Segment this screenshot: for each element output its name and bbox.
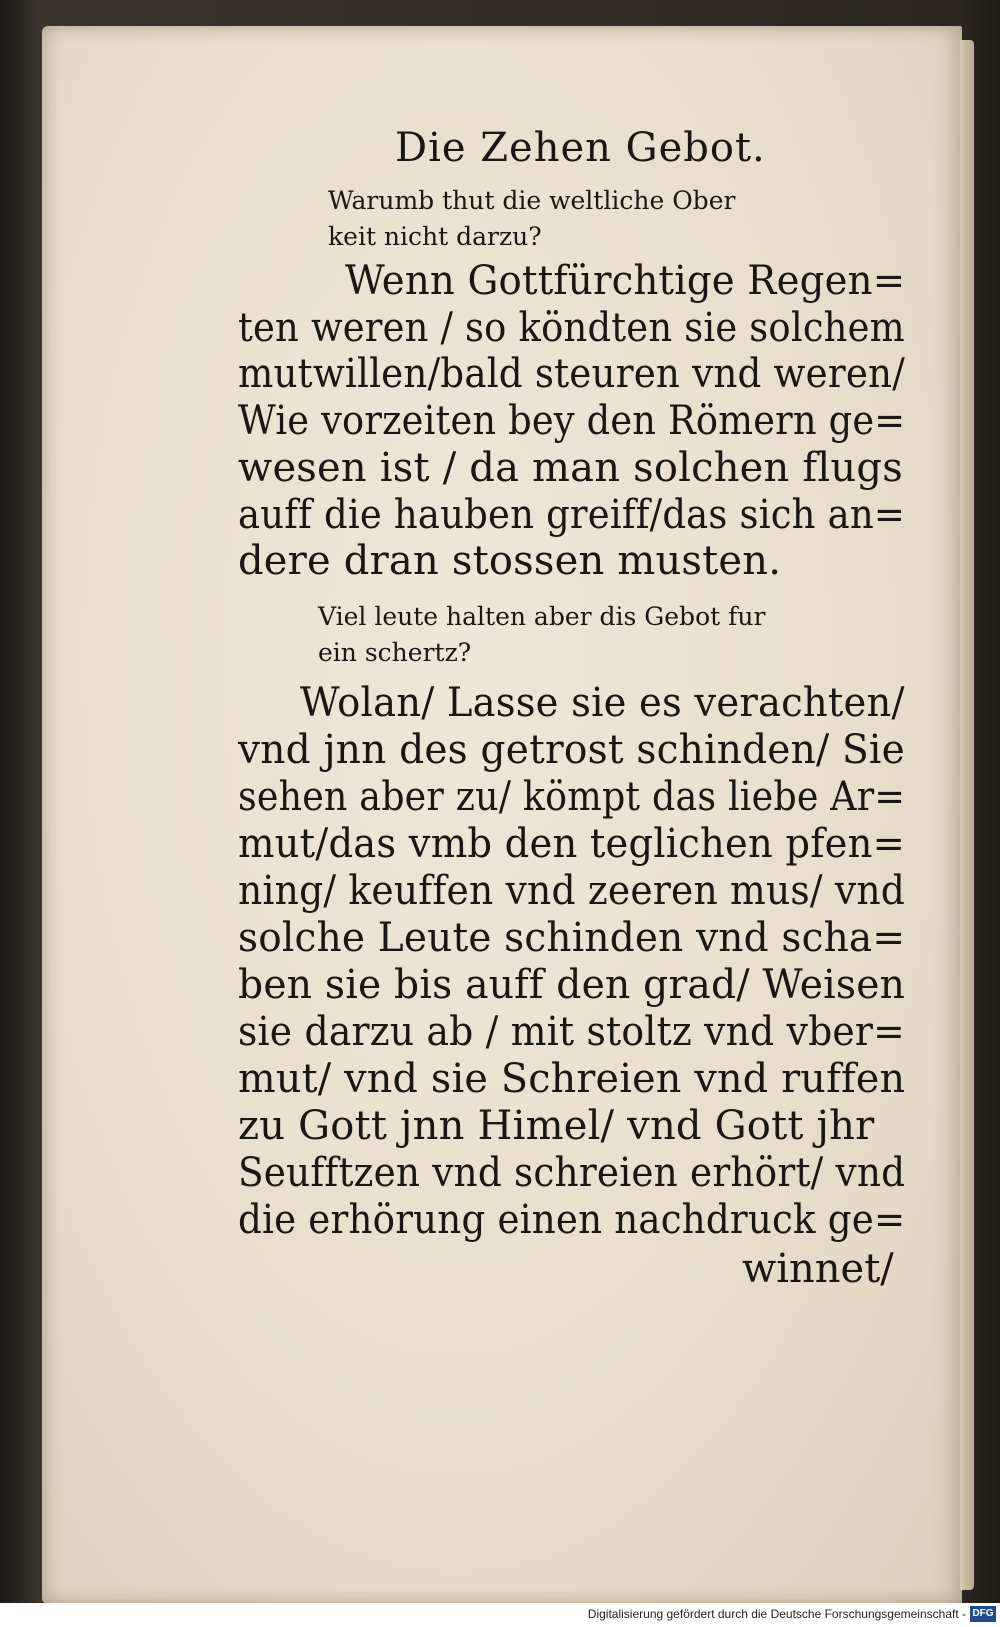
footer-credit: Digitalisierung gefördert durch die Deutsche Forschungsgemeinschaft - [587,1607,966,1621]
answer2-line: Seufftzen vnd schreien erhört/ vnd [238,1150,906,1196]
answer2-line: solche Leute schinden vnd scha= [238,915,906,961]
answer1-line: Wie vorzeiten bey den Römern ge= [238,398,906,444]
question1-line: keit nicht darzu? [328,222,542,251]
question2-line: Viel leute halten aber dis Gebot fur [318,602,766,631]
answer2-line: Wolan/ Lasse sie es verachten/ [300,680,905,726]
answer2-line: vnd jnn des getrost schinden/ Sie [238,727,905,773]
answer1-line: wesen ist / da man solchen flugs [238,445,903,491]
page-edge [960,40,974,1590]
answer2-line: die erhörung einen nachdruck ge= [238,1197,906,1243]
digitization-footer [0,1603,1000,1627]
answer2-line: mut/das vmb den teglichen pfen= [238,821,906,867]
page-title: Die Zehen Gebot. [395,125,766,171]
answer1-line: auff die hauben greiff/das sich an= [238,492,906,538]
answer1-line: ten weren / so köndten sie solchem [238,305,905,351]
answer2-line: sie darzu ab / mit stoltz vnd vber= [238,1009,905,1055]
question2-line: ein schertz? [318,638,472,667]
question1-line: Warumb thut die weltliche Ober [328,186,736,215]
answer2-line: ning/ keuffen vnd zeeren mus/ vnd [238,868,906,914]
answer1-line: Wenn Gottfürchtige Regen= [345,258,906,304]
answer1-line: dere dran stossen musten. [238,538,782,584]
answer2-line: mut/ vnd sie Schreien vnd ruffen [238,1056,906,1102]
dfg-logo: DFG [970,1606,996,1622]
answer2-line: sehen aber zu/ kömpt das liebe Ar= [238,774,906,820]
answer2-line: zu Gott jnn Himel/ vnd Gott jhr [238,1103,875,1149]
answer2-line: ben sie bis auff den grad/ Weisen [238,962,906,1008]
catchword: winnet/ [742,1246,894,1292]
answer1-line: mutwillen/bald steuren vnd weren/ [238,351,905,397]
